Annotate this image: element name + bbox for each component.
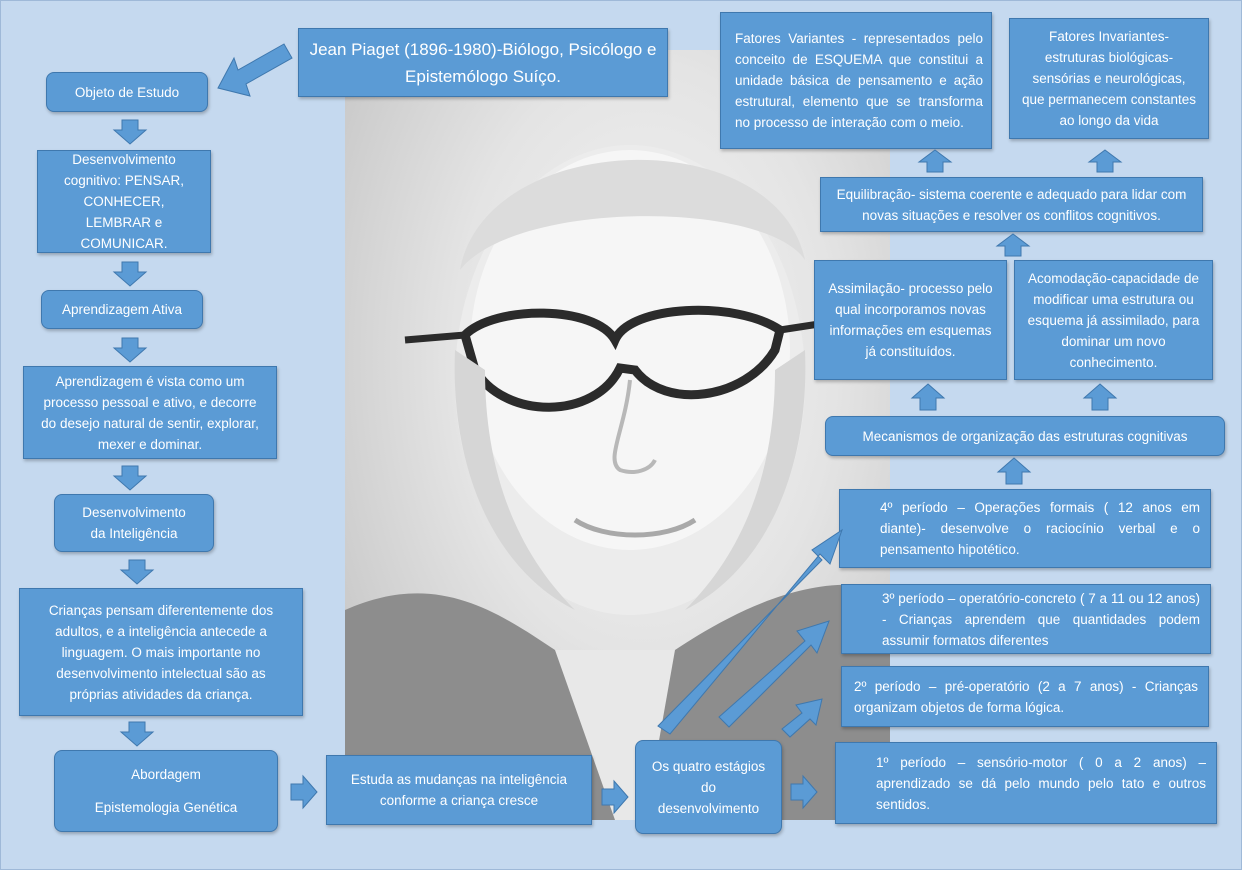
fatores-invariantes-texto: Fatores Invariantes- estruturas biológicas- sensórias e neurológicas, que permanecem constantes ao longo da vida (1021, 29, 1197, 128)
periodo-2-texto: 2º período – pré-operatório (2 a 7 anos) - Crianças organizam objetos de forma lógica. (854, 678, 1198, 715)
abordagem-label: Abordagem (131, 767, 201, 782)
arrow-down-3 (112, 336, 148, 364)
aprendizagem-ativa-box (41, 290, 203, 329)
estuda-box (326, 755, 592, 825)
fatores-variantes-box (720, 12, 992, 149)
quatro-estagios-label: Os quatro estágios do desenvolvimento (651, 758, 766, 816)
periodo-3-texto: 3º período – operatório-concreto ( 7 a 11 ou 12 anos) - Crianças aprendem que quantidades podem assumir formatos diferentes (882, 590, 1200, 648)
desenvolvimento-cognitivo-box (37, 150, 211, 253)
aprendizagem-texto: Aprendizagem é vista como um processo pessoal e ativo, e decorre do desejo natural de sentir, explorar, mexer e dominar. (41, 373, 259, 452)
arrow-up-to-equilibracao (995, 232, 1031, 258)
aprendizagem-texto-box (23, 366, 277, 459)
periodo-2-box (841, 666, 1209, 727)
arrow-up-to-acomodacao (1082, 382, 1118, 412)
fatores-variantes-texto: Fatores Variantes - representados pelo conceito de ESQUEMA que constitui a unidade básica de pensamento e ação estrutural, elemento que se transforma no processo de interação com o meio. (735, 31, 983, 130)
acomodacao-texto: Acomodação-capacidade de modificar uma estrutura ou esquema já assimilado, para dominar um novo conhecimento. (1027, 270, 1200, 370)
abordagem-box (54, 750, 278, 832)
arrow-down-2 (112, 260, 148, 288)
arrow-up-to-fatores-invariantes (1087, 148, 1123, 174)
title-box (298, 28, 668, 97)
arrow-down-6 (119, 720, 155, 748)
desenvolvimento-inteligencia-box (54, 494, 214, 552)
arrow-up-to-assimilacao (910, 382, 946, 412)
arrow-down-4 (112, 464, 148, 492)
arrow-right-1 (289, 774, 319, 810)
acomodacao-box (1014, 260, 1213, 380)
periodo-3-box (841, 584, 1211, 654)
objeto-estudo-box (46, 72, 208, 112)
arrow-right-2 (600, 779, 630, 815)
desenvolvimento-inteligencia-label: Desenvolvimento da Inteligência (82, 505, 186, 541)
assimilacao-texto: Assimilação- processo pelo qual incorporamos novas informações em esquemas já constituídos. (828, 281, 993, 359)
page-title: Jean Piaget (1896-1980)-Biólogo, Psicólogo e Epistemólogo Suíço. (309, 39, 657, 86)
arrow-up-to-fatores-variantes (917, 148, 953, 174)
criancas-texto-box (19, 588, 303, 716)
arrow-down-1 (112, 118, 148, 146)
periodo-4-box (839, 489, 1211, 568)
criancas-texto: Crianças pensam diferentemente dos adultos, e a inteligência antecede a linguagem. O mais importante no desenvolvimento intelectual são as próprias atividades da criança. (48, 602, 274, 702)
assimilacao-box (814, 260, 1007, 380)
arrow-right-3 (789, 774, 819, 810)
arrow-down-5 (119, 558, 155, 586)
estuda-texto: Estuda as mudanças na inteligência conforme a criança cresce (350, 772, 568, 808)
arrow-up-to-mecanismos (996, 456, 1032, 486)
periodo-1-texto: 1º período – sensório-motor ( 0 a 2 anos) – aprendizado se dá pelo mundo pelo tato e outros sentidos. (876, 754, 1206, 812)
arrow-title-to-objeto (210, 40, 300, 100)
fatores-invariantes-box (1009, 18, 1209, 139)
aprendizagem-ativa-label: Aprendizagem Ativa (61, 302, 183, 317)
abordagem-valor: Epistemologia Genética (94, 800, 238, 815)
equilibracao-box (820, 177, 1203, 232)
periodo-4-texto: 4º período – Operações formais ( 12 anos em diante)- desenvolve o raciocínio verbal e o pensamento hipotético. (880, 500, 1200, 557)
desenvolvimento-cognitivo-label: Desenvolvimento cognitivo: PENSAR, CONHECER, LEMBRAR e COMUNICAR. (63, 152, 185, 251)
mecanismos-box (825, 416, 1225, 456)
objeto-estudo-label: Objeto de Estudo (74, 84, 180, 100)
mecanismos-label: Mecanismos de organização das estruturas cognitivas (862, 428, 1188, 444)
periodo-1-box (835, 742, 1217, 824)
arrow-to-periodo-2 (778, 695, 828, 740)
quatro-estagios-box (635, 740, 782, 834)
equilibracao-texto: Equilibração- sistema coerente e adequado para lidar com novas situações e resolver os conflitos cognitivos. (836, 186, 1187, 223)
